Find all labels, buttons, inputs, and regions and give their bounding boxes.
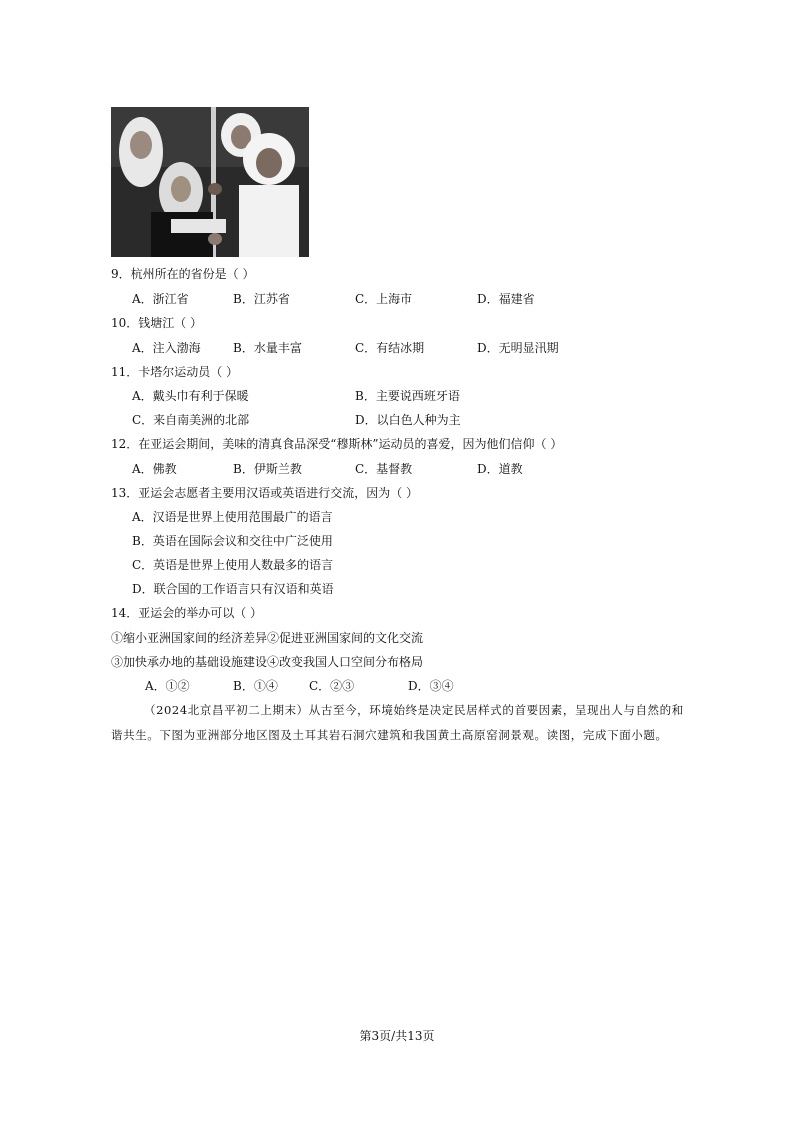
q11-option-a: A．戴头巾有利于保暖 xyxy=(132,389,249,403)
q9-option-b: B．江苏省 xyxy=(233,292,290,306)
question-13-stem: 13．亚运会志愿者主要用汉语或英语进行交流，因为（ ） xyxy=(111,486,419,500)
q14-statement-1: ①缩小亚洲国家间的经济差异②促进亚洲国家间的文化交流 xyxy=(111,631,424,645)
page-footer: 第3页/共13页 xyxy=(359,1029,435,1043)
q11-option-c: C．来自南美洲的北部 xyxy=(132,413,250,427)
photo-illustration xyxy=(111,107,309,257)
q14-option-b: B．①④ xyxy=(233,679,278,693)
q14-option-c: C．②③ xyxy=(309,679,355,693)
q14-statement-2: ③加快承办地的基础设施建设④改变我国人口空间分布格局 xyxy=(111,655,424,669)
question-10-stem: 10．钱塘江（ ） xyxy=(111,316,203,330)
q10-option-d: D．无明显汛期 xyxy=(477,341,559,355)
q14-option-d: D．③④ xyxy=(408,679,454,693)
q9-option-a: A．浙江省 xyxy=(132,292,189,306)
q10-option-b: B．水量丰富 xyxy=(233,341,302,355)
q12-option-c: C．基督教 xyxy=(355,462,413,476)
intro-paragraph-line-1: （2024北京昌平初二上期末）从古至今，环境始终是决定民居样式的首要因素，呈现出人与自然的和 xyxy=(144,703,684,717)
q9-option-c: C．上海市 xyxy=(355,292,413,306)
q11-option-b: B．主要说西班牙语 xyxy=(355,389,460,403)
q9-option-d: D．福建省 xyxy=(477,292,535,306)
q14-option-a: A．①② xyxy=(145,679,190,693)
q10-option-a: A．注入渤海 xyxy=(132,341,201,355)
question-14-stem: 14．亚运会的举办可以（ ） xyxy=(111,606,263,620)
q12-option-d: D．道教 xyxy=(477,462,523,476)
q13-option-c: C．英语是世界上使用人数最多的语言 xyxy=(132,558,334,572)
q13-option-a: A．汉语是世界上使用范围最广的语言 xyxy=(132,510,333,524)
q10-option-c: C．有结冰期 xyxy=(355,341,425,355)
question-11-stem: 11．卡塔尔运动员（ ） xyxy=(111,365,239,379)
intro-paragraph-line-2: 谐共生。下图为亚洲部分地区图及土耳其岩石洞穴建筑和我国黄土高原窑洞景观。读图，完成下面小题。 xyxy=(111,728,668,742)
q12-option-b: B．伊斯兰教 xyxy=(233,462,302,476)
q11-option-d: D．以白色人种为主 xyxy=(355,413,461,427)
athletes-photo xyxy=(111,107,309,257)
q12-option-a: A．佛教 xyxy=(132,462,177,476)
q13-option-d: D．联合国的工作语言只有汉语和英语 xyxy=(132,582,334,596)
question-12-stem: 12．在亚运会期间，美味的清真食品深受“穆斯林”运动员的喜爱，因为他们信仰（ ） xyxy=(111,437,563,451)
question-9-stem: 9．杭州所在的省份是（ ） xyxy=(111,267,255,281)
q13-option-b: B．英语在国际会议和交往中广泛使用 xyxy=(132,534,333,548)
